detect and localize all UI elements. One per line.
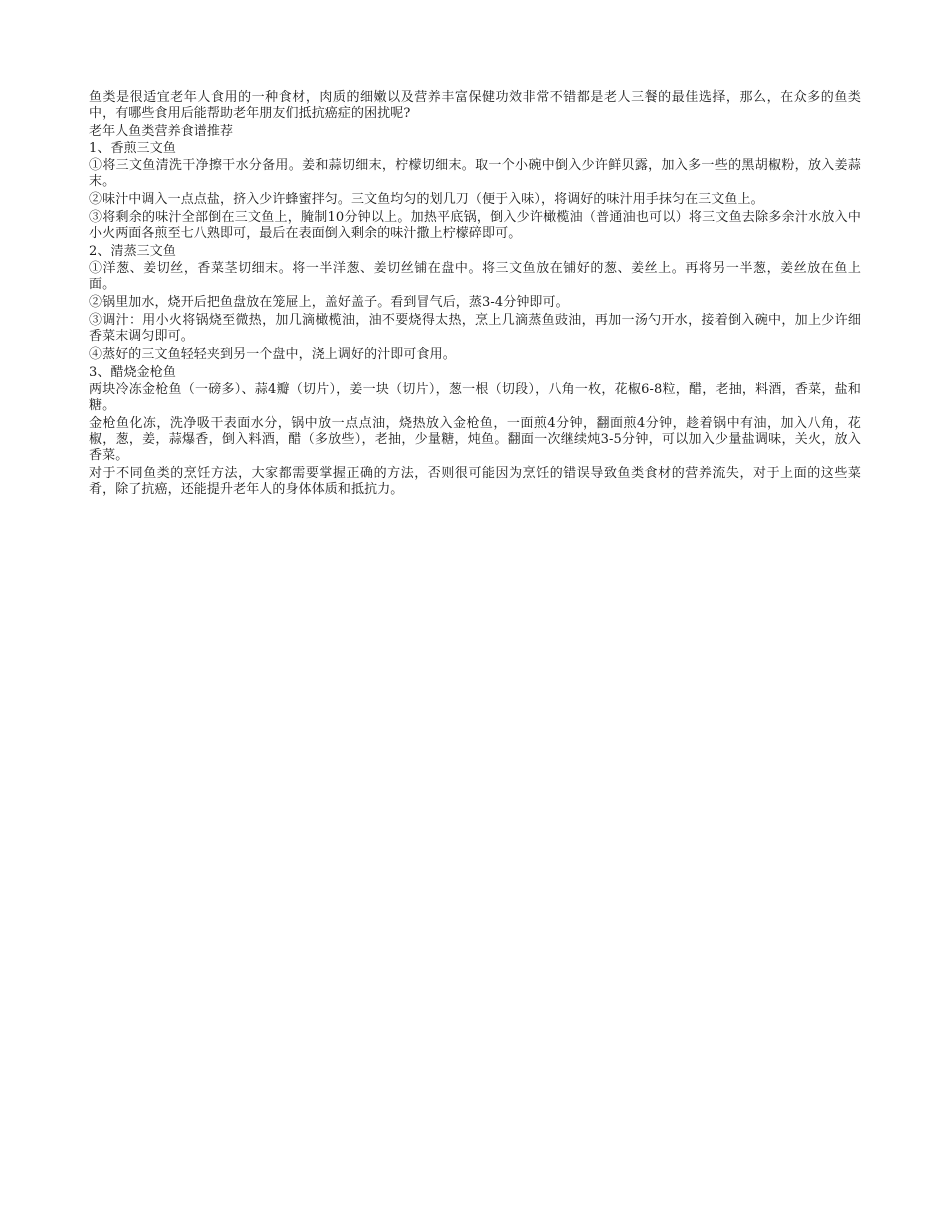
intro-paragraph: 鱼类是很适宜老年人食用的一种食材，肉质的细嫩以及营养丰富保健功效非常不错都是老人三餐的最佳选择，那么，在众多的鱼类中，有哪些食用后能帮助老年朋友们抵抗癌症的困扰呢? <box>89 90 861 121</box>
recipe-2-step-4: ④蒸好的三文鱼轻轻夹到另一个盘中，浇上调好的汁即可食用。 <box>89 347 456 362</box>
recipe-1-step-2: ②味汁中调入一点点盐，挤入少许蜂蜜拌匀。三文鱼均匀的划几刀（便于入味），将调好的味汁用手抹匀在三文鱼上。 <box>89 192 764 207</box>
recipe-1-step-1: ①将三文鱼清洗干净擦干水分备用。姜和蒜切细末，柠檬切细末。取一个小碗中倒入少许鲜贝露，加入多一些的黑胡椒粉，放入姜蒜末。 <box>89 158 861 189</box>
recipe-heading-2: 2、清蒸三文鱼 <box>89 244 176 259</box>
recipe-3-ingredients: 两块冷冻金枪鱼（一磅多）、蒜4瓣（切片），姜一块（切片），葱一根（切段），八角一枚，花椒6-8粒，醋，老抽，料酒，香菜，盐和糖。 <box>89 382 861 413</box>
recipe-2-step-2: ②锅里加水，烧开后把鱼盘放在笼屉上，盖好盖子。看到冒气后，蒸3-4分钟即可。 <box>89 295 569 310</box>
recipe-2-step-3: ③调汁：用小火将锅烧至微热，加几滴橄榄油，油不要烧得太热，烹上几滴蒸鱼豉油，再加一汤勺开水，接着倒入碗中，加上少许细香菜末调匀即可。 <box>89 313 861 344</box>
recipe-3-method: 金枪鱼化冻，洗净吸干表面水分，锅中放一点点油，烧热放入金枪鱼，一面煎4分钟，翻面煎4分钟，趁着锅中有油，加入八角，花椒，葱，姜，蒜爆香，倒入料酒，醋（多放些），老抽，少量糖，炖鱼。翻面一次继续炖3-5分钟，可以加入少量盐调味，关火，放入香菜。 <box>89 416 861 463</box>
recipe-heading-1: 1、香煎三文鱼 <box>89 141 176 156</box>
recipe-heading-3: 3、醋烧金枪鱼 <box>89 365 176 380</box>
conclusion-paragraph: 对于不同鱼类的烹饪方法，大家都需要掌握正确的方法，否则很可能因为烹饪的错误导致鱼类食材的营养流失，对于上面的这些菜肴，除了抗癌，还能提升老年人的身体体质和抵抗力。 <box>89 466 861 497</box>
recipe-1-step-3: ③将剩余的味汁全部倒在三文鱼上，腌制10分钟以上。加热平底锅，倒入少许橄榄油（普通油也可以）将三文鱼去除多余汁水放入中小火两面各煎至七八熟即可，最后在表面倒入剩余的味汁撒上柠檬碎即可。 <box>89 210 861 241</box>
recipe-2-step-1: ①洋葱、姜切丝，香菜茎切细末。将一半洋葱、姜切丝铺在盘中。将三文鱼放在铺好的葱、姜丝上。再将另一半葱，姜丝放在鱼上面。 <box>89 261 861 292</box>
article-body <box>89 90 861 500</box>
article-title: 老年人鱼类营养食谱推荐 <box>89 124 234 139</box>
